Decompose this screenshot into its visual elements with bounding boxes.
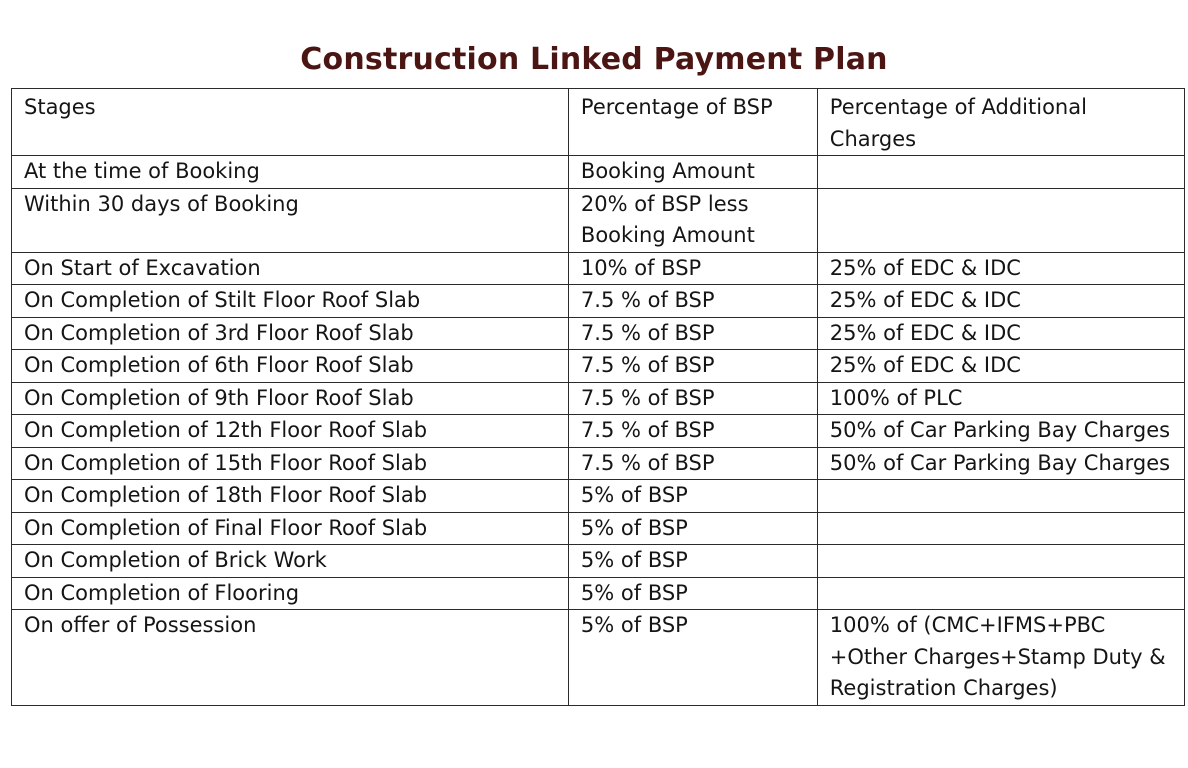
stage-cell: On offer of Possession	[12, 610, 569, 706]
additional-cell	[817, 188, 1184, 252]
bsp-cell: 7.5 % of BSP	[568, 447, 817, 480]
stage-cell: On Start of Excavation	[12, 252, 569, 285]
table-row	[12, 512, 1185, 545]
bsp-cell: 7.5 % of BSP	[568, 415, 817, 448]
bsp-cell: 5% of BSP	[568, 545, 817, 578]
table-row	[12, 252, 1185, 285]
table-row	[12, 447, 1185, 480]
header-stages: Stages	[12, 89, 569, 156]
bsp-cell: 5% of BSP	[568, 577, 817, 610]
stage-cell: On Completion of Final Floor Roof Slab	[12, 512, 569, 545]
additional-cell	[817, 480, 1184, 513]
additional-cell: 100% of (CMC+IFMS+PBC +Other Charges+Stamp Duty & Registration Charges)	[817, 610, 1184, 706]
table-row	[12, 382, 1185, 415]
table-row	[12, 317, 1185, 350]
additional-cell: 25% of EDC & IDC	[817, 350, 1184, 383]
bsp-cell: 5% of BSP	[568, 512, 817, 545]
table-row	[12, 188, 1185, 252]
stage-cell: At the time of Booking	[12, 156, 569, 189]
bsp-cell: 7.5 % of BSP	[568, 350, 817, 383]
page-title: Construction Linked Payment Plan	[300, 42, 888, 77]
additional-cell: 25% of EDC & IDC	[817, 317, 1184, 350]
bsp-cell: Booking Amount	[568, 156, 817, 189]
additional-cell	[817, 156, 1184, 189]
table-row	[12, 415, 1185, 448]
additional-cell: 25% of EDC & IDC	[817, 252, 1184, 285]
stage-cell: On Completion of Flooring	[12, 577, 569, 610]
bsp-cell: 7.5 % of BSP	[568, 317, 817, 350]
bsp-cell: 7.5 % of BSP	[568, 285, 817, 318]
additional-cell	[817, 545, 1184, 578]
table-row	[12, 480, 1185, 513]
table-row	[12, 350, 1185, 383]
payment-plan-table	[11, 88, 1185, 706]
bsp-cell: 20% of BSP less Booking Amount	[568, 188, 817, 252]
header-additional-charges: Percentage of Additional Charges	[817, 89, 1184, 156]
bsp-cell: 7.5 % of BSP	[568, 382, 817, 415]
additional-cell: 50% of Car Parking Bay Charges	[817, 415, 1184, 448]
table-row	[12, 577, 1185, 610]
table-row	[12, 545, 1185, 578]
stage-cell: On Completion of 12th Floor Roof Slab	[12, 415, 569, 448]
bsp-cell: 5% of BSP	[568, 610, 817, 706]
stage-cell: On Completion of 15th Floor Roof Slab	[12, 447, 569, 480]
table-header-row	[12, 89, 1185, 156]
stage-cell: On Completion of 9th Floor Roof Slab	[12, 382, 569, 415]
bsp-cell: 10% of BSP	[568, 252, 817, 285]
stage-cell: Within 30 days of Booking	[12, 188, 569, 252]
additional-cell: 100% of PLC	[817, 382, 1184, 415]
additional-cell	[817, 512, 1184, 545]
stage-cell: On Completion of Brick Work	[12, 545, 569, 578]
additional-cell: 25% of EDC & IDC	[817, 285, 1184, 318]
stage-cell: On Completion of 6th Floor Roof Slab	[12, 350, 569, 383]
bsp-cell: 5% of BSP	[568, 480, 817, 513]
table-row	[12, 610, 1185, 706]
header-bsp-percentage: Percentage of BSP	[568, 89, 817, 156]
additional-cell	[817, 577, 1184, 610]
stage-cell: On Completion of Stilt Floor Roof Slab	[12, 285, 569, 318]
stage-cell: On Completion of 18th Floor Roof Slab	[12, 480, 569, 513]
stage-cell: On Completion of 3rd Floor Roof Slab	[12, 317, 569, 350]
additional-cell: 50% of Car Parking Bay Charges	[817, 447, 1184, 480]
table-row	[12, 285, 1185, 318]
table-row	[12, 156, 1185, 189]
